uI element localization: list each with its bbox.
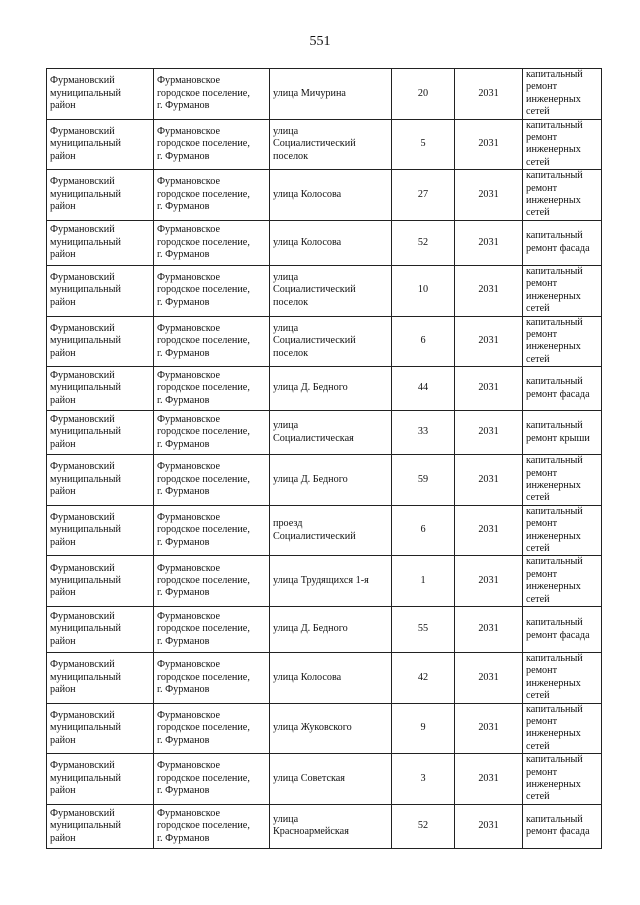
building-registry-table xyxy=(46,68,602,849)
year-cell: 2031 xyxy=(455,754,523,805)
district-cell: Фурмановский муниципальный район xyxy=(47,556,154,607)
work-type-cell: капитальный ремонт фасада xyxy=(523,804,602,848)
work-type-cell: капитальный ремонт инженерных сетей xyxy=(523,265,602,316)
district-cell: Фурмановский муниципальный район xyxy=(47,505,154,556)
settlement-cell: Фурмановское городское поселение, г. Фурманов xyxy=(154,220,270,265)
work-type-cell: капитальный ремонт инженерных сетей xyxy=(523,455,602,506)
year-cell: 2031 xyxy=(455,119,523,170)
street-cell: улица Колосова xyxy=(270,170,392,221)
year-cell: 2031 xyxy=(455,170,523,221)
house-number-cell: 10 xyxy=(392,265,455,316)
street-cell: улица Жуковского xyxy=(270,703,392,754)
table-row xyxy=(47,455,602,506)
district-cell: Фурмановский муниципальный район xyxy=(47,69,154,120)
work-type-cell: капитальный ремонт инженерных сетей xyxy=(523,703,602,754)
house-number-cell: 6 xyxy=(392,505,455,556)
street-cell: улица Советская xyxy=(270,754,392,805)
house-number-cell: 1 xyxy=(392,556,455,607)
street-cell: улица Д. Бедного xyxy=(270,607,392,653)
year-cell: 2031 xyxy=(455,265,523,316)
work-type-cell: капитальный ремонт инженерных сетей xyxy=(523,556,602,607)
table-row xyxy=(47,119,602,170)
district-cell: Фурмановский муниципальный район xyxy=(47,316,154,367)
year-cell: 2031 xyxy=(455,411,523,455)
year-cell: 2031 xyxy=(455,653,523,704)
settlement-cell: Фурмановское городское поселение, г. Фурманов xyxy=(154,804,270,848)
district-cell: Фурмановский муниципальный район xyxy=(47,265,154,316)
work-type-cell: капитальный ремонт фасада xyxy=(523,220,602,265)
district-cell: Фурмановский муниципальный район xyxy=(47,455,154,506)
table-row xyxy=(47,220,602,265)
year-cell: 2031 xyxy=(455,505,523,556)
table-row xyxy=(47,703,602,754)
year-cell: 2031 xyxy=(455,703,523,754)
street-cell: проезд Социалистический xyxy=(270,505,392,556)
table-row xyxy=(47,607,602,653)
work-type-cell: капитальный ремонт инженерных сетей xyxy=(523,69,602,120)
house-number-cell: 5 xyxy=(392,119,455,170)
table-row xyxy=(47,754,602,805)
year-cell: 2031 xyxy=(455,455,523,506)
year-cell: 2031 xyxy=(455,220,523,265)
table-row xyxy=(47,411,602,455)
settlement-cell: Фурмановское городское поселение, г. Фурманов xyxy=(154,754,270,805)
house-number-cell: 33 xyxy=(392,411,455,455)
year-cell: 2031 xyxy=(455,316,523,367)
district-cell: Фурмановский муниципальный район xyxy=(47,804,154,848)
house-number-cell: 6 xyxy=(392,316,455,367)
settlement-cell: Фурмановское городское поселение, г. Фурманов xyxy=(154,367,270,411)
work-type-cell: капитальный ремонт инженерных сетей xyxy=(523,316,602,367)
table-row xyxy=(47,367,602,411)
settlement-cell: Фурмановское городское поселение, г. Фурманов xyxy=(154,556,270,607)
street-cell: улица Д. Бедного xyxy=(270,367,392,411)
street-cell: улица Социалистический поселок xyxy=(270,316,392,367)
work-type-cell: капитальный ремонт инженерных сетей xyxy=(523,754,602,805)
page-number: 551 xyxy=(309,34,331,49)
work-type-cell: капитальный ремонт фасада xyxy=(523,607,602,653)
street-cell: улица Социалистическая xyxy=(270,411,392,455)
year-cell: 2031 xyxy=(455,367,523,411)
table-row xyxy=(47,316,602,367)
table-row xyxy=(47,653,602,704)
district-cell: Фурмановский муниципальный район xyxy=(47,411,154,455)
street-cell: улица Красноармейская xyxy=(270,804,392,848)
work-type-cell: капитальный ремонт крыши xyxy=(523,411,602,455)
table-row xyxy=(47,804,602,848)
house-number-cell: 3 xyxy=(392,754,455,805)
district-cell: Фурмановский муниципальный район xyxy=(47,220,154,265)
settlement-cell: Фурмановское городское поселение, г. Фурманов xyxy=(154,505,270,556)
table-row xyxy=(47,265,602,316)
district-cell: Фурмановский муниципальный район xyxy=(47,653,154,704)
settlement-cell: Фурмановское городское поселение, г. Фурманов xyxy=(154,653,270,704)
house-number-cell: 27 xyxy=(392,170,455,221)
settlement-cell: Фурмановское городское поселение, г. Фурманов xyxy=(154,119,270,170)
settlement-cell: Фурмановское городское поселение, г. Фурманов xyxy=(154,170,270,221)
street-cell: улица Мичурина xyxy=(270,69,392,120)
year-cell: 2031 xyxy=(455,804,523,848)
work-type-cell: капитальный ремонт инженерных сетей xyxy=(523,653,602,704)
street-cell: улица Колосова xyxy=(270,220,392,265)
table-row xyxy=(47,505,602,556)
house-number-cell: 52 xyxy=(392,804,455,848)
settlement-cell: Фурмановское городское поселение, г. Фурманов xyxy=(154,703,270,754)
street-cell: улица Трудящихся 1-я xyxy=(270,556,392,607)
settlement-cell: Фурмановское городское поселение, г. Фурманов xyxy=(154,69,270,120)
district-cell: Фурмановский муниципальный район xyxy=(47,703,154,754)
settlement-cell: Фурмановское городское поселение, г. Фурманов xyxy=(154,455,270,506)
district-cell: Фурмановский муниципальный район xyxy=(47,119,154,170)
house-number-cell: 55 xyxy=(392,607,455,653)
work-type-cell: капитальный ремонт фасада xyxy=(523,367,602,411)
year-cell: 2031 xyxy=(455,607,523,653)
street-cell: улица Д. Бедного xyxy=(270,455,392,506)
house-number-cell: 52 xyxy=(392,220,455,265)
house-number-cell: 42 xyxy=(392,653,455,704)
table-row xyxy=(47,69,602,120)
district-cell: Фурмановский муниципальный район xyxy=(47,754,154,805)
year-cell: 2031 xyxy=(455,556,523,607)
work-type-cell: капитальный ремонт инженерных сетей xyxy=(523,170,602,221)
settlement-cell: Фурмановское городское поселение, г. Фурманов xyxy=(154,411,270,455)
house-number-cell: 59 xyxy=(392,455,455,506)
table-row xyxy=(47,170,602,221)
district-cell: Фурмановский муниципальный район xyxy=(47,170,154,221)
house-number-cell: 44 xyxy=(392,367,455,411)
district-cell: Фурмановский муниципальный район xyxy=(47,367,154,411)
settlement-cell: Фурмановское городское поселение, г. Фурманов xyxy=(154,607,270,653)
street-cell: улица Социалистический поселок xyxy=(270,265,392,316)
year-cell: 2031 xyxy=(455,69,523,120)
district-cell: Фурмановский муниципальный район xyxy=(47,607,154,653)
street-cell: улица Социалистический поселок xyxy=(270,119,392,170)
house-number-cell: 20 xyxy=(392,69,455,120)
street-cell: улица Колосова xyxy=(270,653,392,704)
table-row xyxy=(47,556,602,607)
settlement-cell: Фурмановское городское поселение, г. Фурманов xyxy=(154,316,270,367)
work-type-cell: капитальный ремонт инженерных сетей xyxy=(523,505,602,556)
work-type-cell: капитальный ремонт инженерных сетей xyxy=(523,119,602,170)
house-number-cell: 9 xyxy=(392,703,455,754)
settlement-cell: Фурмановское городское поселение, г. Фурманов xyxy=(154,265,270,316)
